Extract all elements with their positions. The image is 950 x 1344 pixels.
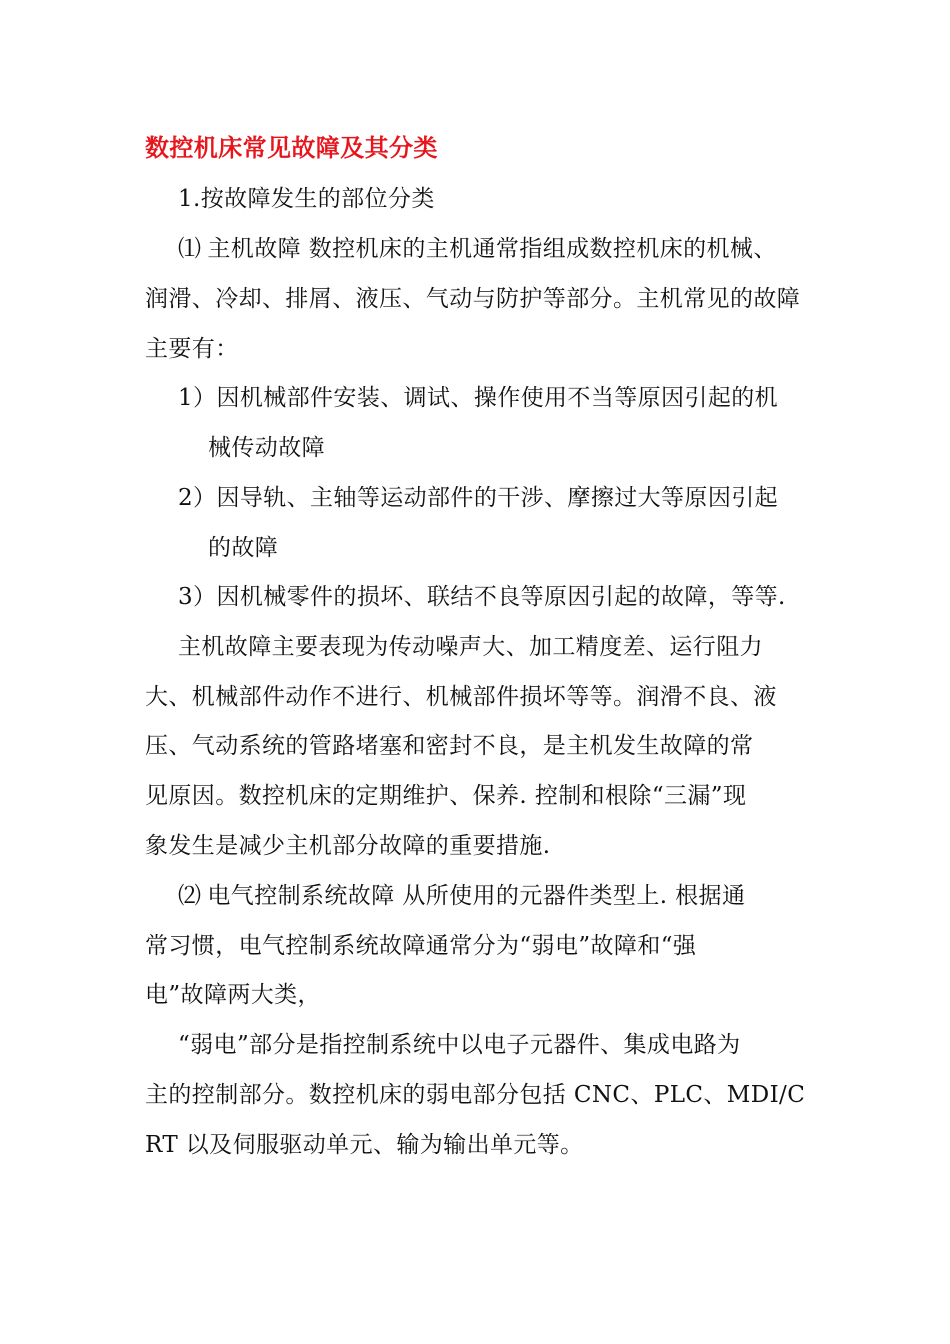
paragraph-line: 象发生是减少主机部分故障的重要措施. — [145, 833, 551, 859]
paragraph-line — [178, 234, 777, 264]
list-item — [178, 483, 778, 513]
paragraph-line: 主机故障主要表现为传动噪声大、加工精度差、运行阻力 — [178, 634, 763, 660]
list-number: 1） — [178, 385, 217, 411]
list-text: 因导轨、主轴等运动部件的干涉、摩擦过大等原因引起 — [216, 485, 779, 511]
paragraph-line: 常习惯，电气控制系统故障通常分为“弱电”故障和“强 — [145, 933, 697, 959]
list-text: 因机械部件安装、调试、操作使用不当等原因引起的机 — [216, 385, 779, 411]
list-label: ⑴ — [178, 236, 202, 262]
paragraph-line: 电”故障两大类， — [145, 982, 321, 1008]
paragraph-line: 润滑、冷却、排屑、液压、气动与防护等部分。主机常见的故障 — [145, 286, 801, 312]
document-title: 数控机床常见故障及其分类 — [145, 133, 438, 162]
paragraph-line — [178, 881, 745, 911]
list-label: ⑵ — [178, 883, 202, 909]
paragraph-line: 大、机械部件动作不进行、机械部件损坏等等。润滑不良、液 — [145, 684, 777, 710]
paragraph-line: 压、气动系统的管路堵塞和密封不良，是主机发生故障的常 — [145, 733, 754, 759]
paragraph-line: “弱电”部分是指控制系统中以电子元器件、集成电路为 — [178, 1032, 741, 1058]
list-number: 3） — [178, 584, 217, 610]
list-item-continuation: 的故障 — [208, 535, 279, 561]
list-text: 因机械零件的损坏、联结不良等原因引起的故障，等等. — [216, 584, 786, 610]
paragraph-text: 电气控制系统故障 从所使用的元器件类型上. 根据通 — [207, 883, 746, 909]
list-item — [178, 582, 786, 612]
list-number: 2） — [178, 485, 217, 511]
paragraph-line: 主要有： — [145, 336, 239, 362]
list-item — [178, 383, 778, 413]
section-heading: 1.按故障发生的部位分类 — [178, 186, 435, 212]
paragraph-text: 主机故障 数控机床的主机通常指组成数控机床的机械、 — [207, 236, 777, 262]
list-item-continuation: 械传动故障 — [208, 435, 325, 461]
paragraph-line: 见原因。数控机床的定期维护、保养. 控制和根除“三漏”现 — [145, 783, 747, 809]
paragraph-line: RT 以及伺服驱动单元、输为输出单元等。 — [145, 1132, 584, 1158]
paragraph-line: 主的控制部分。数控机床的弱电部分包括 CNC、PLC、MDI/C — [145, 1082, 806, 1108]
